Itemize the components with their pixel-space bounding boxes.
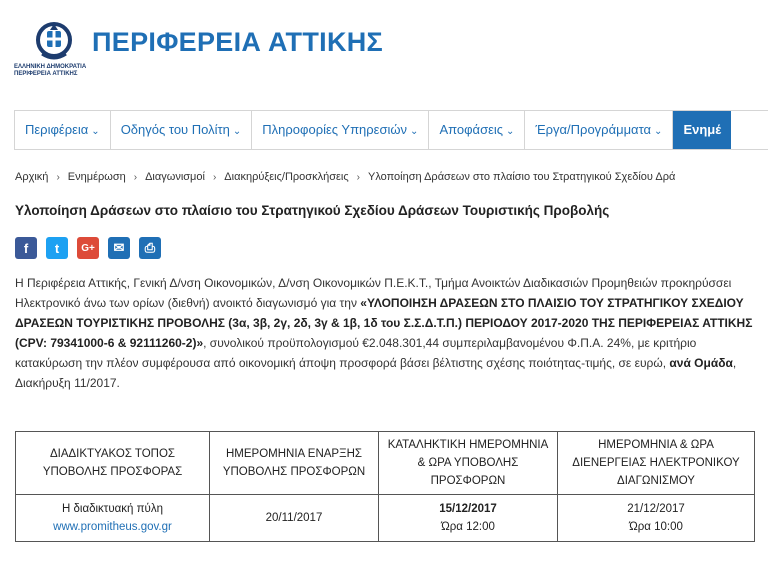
site-header xyxy=(0,0,768,95)
chevron-down-icon: ⌄ xyxy=(91,126,100,137)
table-header-row xyxy=(16,432,755,495)
breadcrumb-tenders[interactable]: Διαγωνισμοί xyxy=(145,171,205,183)
nav-item-service-info[interactable] xyxy=(252,111,429,149)
cell-portal xyxy=(16,495,210,542)
chevron-right-icon: › xyxy=(133,172,138,183)
nav-label: Οδηγός του Πολίτη xyxy=(120,122,230,137)
portal-label: Η διαδικτυακή πύλη xyxy=(61,503,163,515)
deadline-time: Ώρα 12:00 xyxy=(441,521,495,533)
region-emblem-icon[interactable] xyxy=(36,20,72,62)
logo-line-2: ΠΕΡΙΦΕΡΕΙΑ ΑΤΤΙΚΗΣ xyxy=(14,71,78,77)
page-title: Υλοποίηση Δράσεων στο πλαίσιο του Στρατηγικού Σχεδίου Δράσεων Τουριστικής Προβολής xyxy=(15,203,610,218)
nav-item-news-active[interactable]: Ενημέ xyxy=(673,111,731,149)
nav-item-decisions[interactable] xyxy=(429,111,525,149)
table-row xyxy=(16,495,755,542)
breadcrumb-calls[interactable]: Διακηρύξεις/Προσκλήσεις xyxy=(224,171,349,183)
nav-item-citizen-guide[interactable] xyxy=(111,111,253,149)
chevron-down-icon: ⌄ xyxy=(506,126,515,137)
intro-bold-group: ανά Ομάδα xyxy=(669,356,733,370)
header-deadline: ΚΑΤΑΛΗΚΤΙΚΗ ΗΜΕΡΟΜΗΝΙΑ & ΩΡΑ ΥΠΟΒΟΛΗΣ ΠΡΟΣΦΟΡΩΝ xyxy=(379,432,558,495)
header-start-date: ΗΜΕΡΟΜΗΝΙΑ ΕΝΑΡΞΗΣ ΥΠΟΒΟΛΗΣ ΠΡΟΣΦΟΡΩΝ xyxy=(210,432,379,495)
tender-table xyxy=(15,431,755,542)
intro-text-2: , συνολικού προϋπολογισμού €2.048.301,44 συμπεριλαμβανομένου Φ.Π.Α. 24%, με κριτήριο κατακύρωση την πλέον συμφέρουσα από οικονομική άποψη προσφορά βάσει βέλτιστης σχέσης ποιότητας-τιμής, σε ευρώ, xyxy=(15,336,697,370)
cell-deadline xyxy=(379,495,558,542)
intro-text-1: Η Περιφέρεια Αττικής, Γενική Δ/νση Οικονομικών, Δ/νση Οικονομικών Π.Ε.Κ.Τ., Τμήμα Ανοικτών Διαδικασιών Προμηθειών προκηρύσσει Ηλεκτρονικό άνω των ορίων (διεθνή) ανοικτό διαγωνισμό για την xyxy=(15,276,732,310)
email-icon[interactable]: ✉ xyxy=(108,237,130,259)
chevron-right-icon: › xyxy=(56,172,60,183)
intro-paragraph xyxy=(15,273,755,393)
portal-link[interactable]: www.promitheus.gov.gr xyxy=(53,521,172,533)
main-nav xyxy=(14,110,768,150)
chevron-down-icon: ⌄ xyxy=(654,126,663,137)
header-portal: ΔΙΑΔΙΚΤΥΑΚΟΣ ΤΟΠΟΣ ΥΠΟΒΟΛΗΣ ΠΡΟΣΦΟΡΑΣ xyxy=(16,432,210,495)
facebook-icon[interactable]: f xyxy=(15,237,37,259)
chevron-down-icon: ⌄ xyxy=(410,126,419,137)
nav-label: Πληροφορίες Υπηρεσιών xyxy=(262,122,408,137)
nav-label: Αποφάσεις xyxy=(439,122,504,137)
breadcrumb-home[interactable]: Αρχική xyxy=(15,171,49,183)
chevron-right-icon: › xyxy=(212,172,217,183)
opening-date: 21/12/2017 xyxy=(627,503,685,515)
breadcrumb-current: Υλοποίηση Δράσεων στο πλαίσιο του Στρατηγικού Σχεδίου Δρά xyxy=(367,171,676,183)
twitter-icon[interactable]: t xyxy=(46,237,68,259)
chevron-down-icon: ⌄ xyxy=(232,126,242,137)
nav-label: Έργα/Προγράμματα xyxy=(535,122,652,137)
intro-bold-title: «ΥΛΟΠΟΙΗΣΗ ΔΡΑΣΕΩΝ ΣΤΟ ΠΛΑΙΣΙΟ ΤΟΥ ΣΤΡΑΤΗΓΙΚΟΥ ΣΧΕΔΙΟΥ ΔΡΑΣΕΩΝ ΤΟΥΡΙΣΤΙΚΗΣ ΠΡΟΒΟΛΗΣ (3α, 3β, 2γ, 2δ, 3γ & 1β, 1δ του Σ.Σ.Δ.Τ.Π.) ΠΕΡΙΟΔΟΥ 2017-2020 ΤΗΣ ΠΕΡΙΦΕΡΕΙΑΣ ΑΤΤΙΚΗΣ (CPV: 79341000-6 & 92111260-2)» xyxy=(15,296,753,350)
header-opening: ΗΜΕΡΟΜΗΝΙΑ & ΩΡΑ ΔΙΕΝΕΡΓΕΙΑΣ ΗΛΕΚΤΡΟΝΙΚΟΥ ΔΙΑΓΩΝΙΣΜΟΥ xyxy=(558,432,755,495)
breadcrumb-news[interactable]: Ενημέρωση xyxy=(67,171,126,183)
site-title[interactable]: ΠΕΡΙΦΕΡΕΙΑ ΑΤΤΙΚΗΣ xyxy=(92,27,384,57)
nav-item-projects[interactable] xyxy=(525,111,673,149)
google-plus-icon[interactable]: G+ xyxy=(77,237,99,259)
logo-caption xyxy=(14,64,86,78)
cell-opening xyxy=(558,495,755,542)
nav-item-region[interactable] xyxy=(15,111,111,149)
deadline-date: 15/12/2017 xyxy=(439,503,497,515)
opening-time: Ώρα 10:00 xyxy=(629,521,683,533)
intro-text-3: , Διακήρυξη 11/2017. xyxy=(15,356,737,390)
logo-line-1: ΕΛΛΗΝΙΚΗ ΔΗΜΟΚΡΑΤΙΑ xyxy=(14,64,87,70)
share-buttons xyxy=(15,237,161,259)
nav-label: Περιφέρεια xyxy=(25,122,89,137)
print-icon[interactable]: ⎙ xyxy=(139,237,161,259)
chevron-right-icon: › xyxy=(356,172,360,183)
breadcrumb xyxy=(15,171,765,183)
cell-start-date: 20/11/2017 xyxy=(210,495,379,542)
